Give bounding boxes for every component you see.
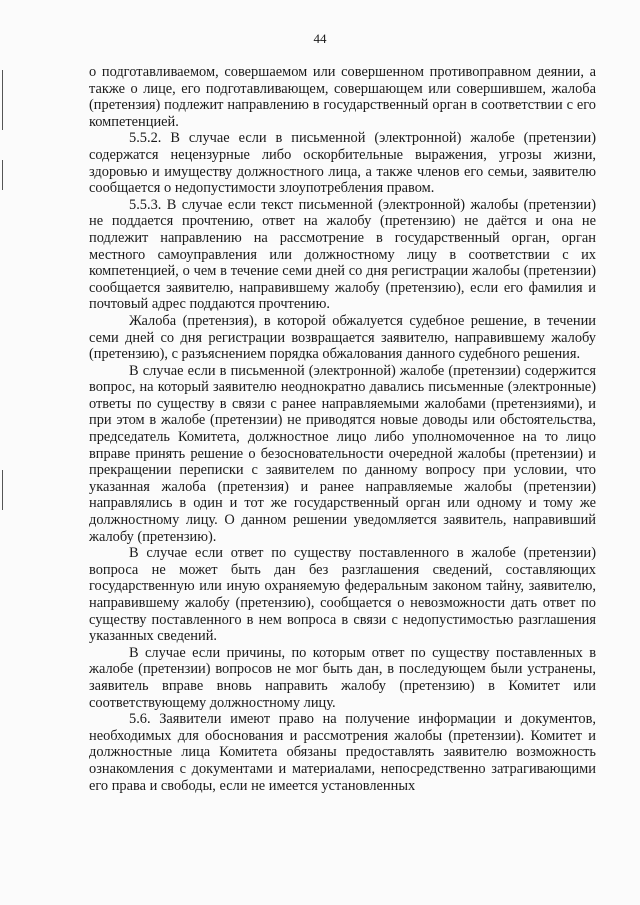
paragraph-5-5-2: 5.5.2. В случае если в письменной (электронной) жалобе (претензии) содержатся нецензурные либо оскорбительные выражения, угрозы жизни, здоровью и имуществу должностного лица, а также членов его семьи, заявителю сообщается о недопустимости злоупотребления правом. — [89, 130, 596, 197]
paragraph-repeated-question: В случае если в письменной (электронной) жалобе (претензии) содержится вопрос, на который заявителю неоднократно давались письменные (электронные) ответы по существу в связи с ранее направляемыми жалобами (претензиями), и при этом в жалобе (претензии) не приводятся новые доводы или обстоятельства, председатель Комитета, должностное лицо либо уполномоченное на то лицо вправе принять решение о безосновательности очередной жалобы (претензии) и прекращении переписки с заявителем по данному вопросу при условии, что указанная жалоба (претензия) и ранее направляемые жалобы (претензии) направлялись в один и тот же государственный орган или одному и тому же должностному лицу. О данном решении уведомляется заявитель, направивший жалобу (претензию). — [89, 362, 596, 545]
paragraph-reasons-removed: В случае если причины, по которым ответ по существу поставленных в жалобе (претензии) вопросов не мог быть дан, в последующем были устранены, заявитель вправе вновь направить жалобу (претензию) в Комитет или соответствующему должностному лицу. — [89, 644, 596, 711]
paragraph-secret-information: В случае если ответ по существу поставленного в жалобе (претензии) вопроса не может быть дан без разглашения сведений, составляющих государственную или иную охраняемую федеральным законом тайну, заявителю, направившему жалобу (претензию), сообщается о невозможности дать ответ по существу поставленного в нем вопроса в связи с недопустимостью разглашения указанных сведений. — [89, 545, 596, 645]
paragraph-continuation: о подготавливаемом, совершаемом или совершенном противоправном деянии, а также о лице, его подготавливающем, совершающем или совершившем, жалоба (претензия) подлежит направлению в государственный орган в соответствии с его компетенцией. — [89, 64, 596, 130]
scan-edge-mark — [2, 70, 3, 130]
paragraph-court-decision: Жалоба (претензия), в которой обжалуется судебное решение, в течении семи дней со дня регистрации возвращается заявителю, направившему жалобу (претензию), с разъяснением порядка обжалования данного судебного решения. — [89, 312, 596, 363]
paragraph-5-6: 5.6. Заявители имеют право на получение информации и документов, необходимых для обоснования и рассмотрения жалобы (претензии). Комитет и должностные лица Комитета обязаны предоставлять заявителю возможность ознакомления с документами и материалами, непосредственно затрагивающими его права и свободы, если не имеется установленных — [89, 711, 596, 794]
scan-edge-mark — [2, 160, 3, 190]
document-body — [89, 64, 596, 794]
page-number: 44 — [313, 31, 327, 46]
paragraph-5-5-3: 5.5.3. В случае если текст письменной (электронной) жалобы (претензии) не поддается прочтению, ответ на жалобу (претензию) не даётся и она не подлежит направлению на рассмотрение в государственный орган, орган местного самоуправления или должностному лицу в соответствии с их компетенцией, о чем в течение семи дней со дня регистрации жалобы (претензии) сообщается заявителю, направившему жалобу (претензию), если его фамилия и почтовый адрес поддаются прочтению. — [89, 196, 596, 313]
scan-edge-mark — [2, 470, 3, 510]
